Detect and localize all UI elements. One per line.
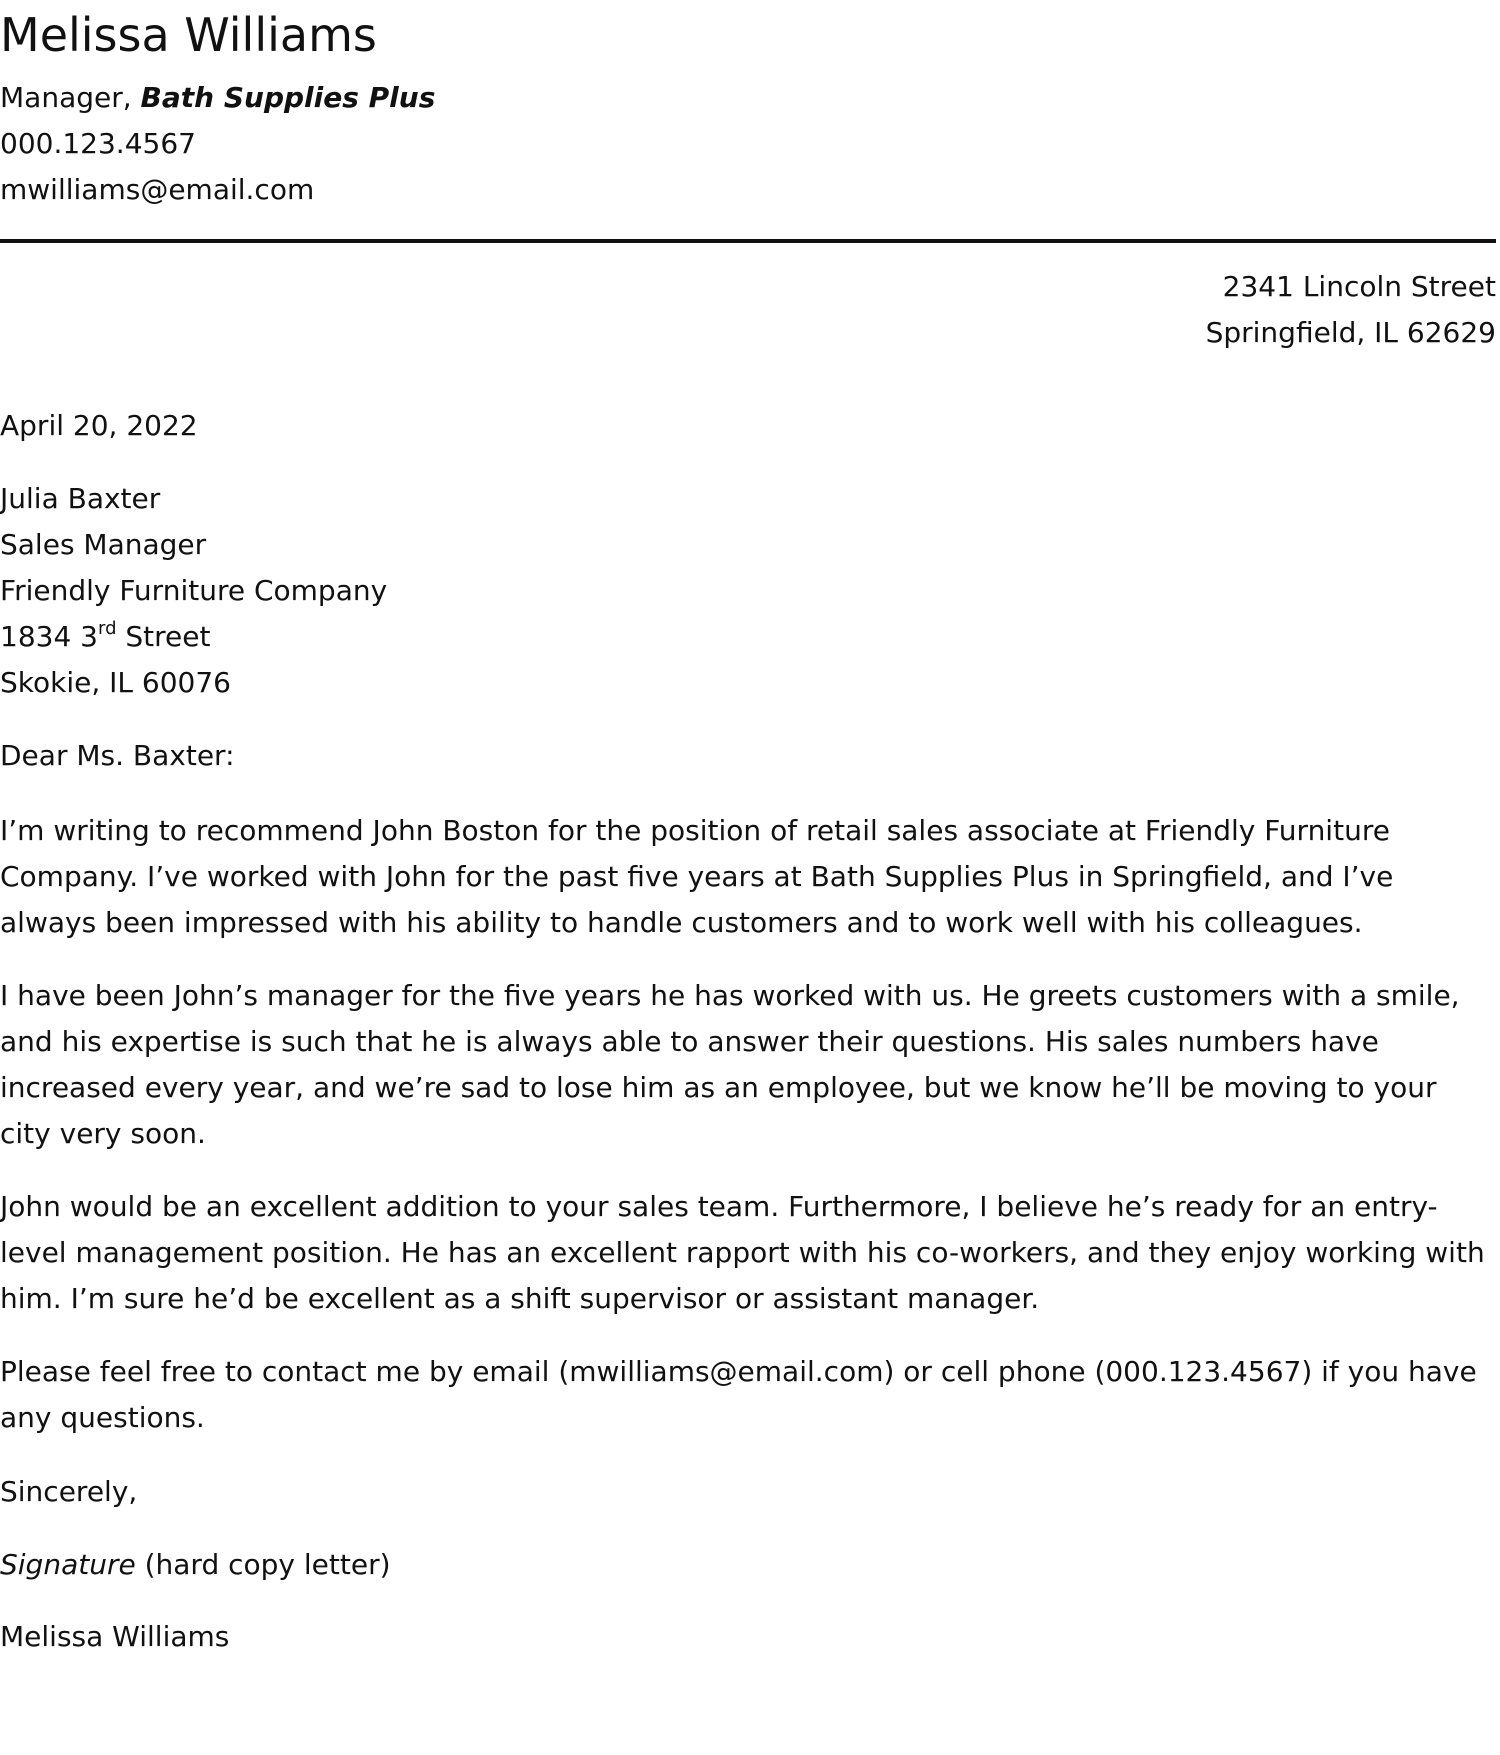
signature-label: Signature: [0, 1548, 136, 1581]
recipient-street-name: Street: [116, 620, 211, 653]
recipient-street-suffix: rd: [97, 617, 117, 639]
recipient-city-state-zip: Skokie, IL 60076: [0, 666, 231, 699]
sender-title-prefix: Manager,: [0, 81, 141, 114]
sender-street: 2341 Lincoln Street: [1222, 270, 1496, 303]
body-paragraph-4: Please feel free to contact me by email (mwilliams@email.com) or cell phone (000.123.4567) if you have any questions.: [0, 1355, 1477, 1434]
closing-name: Melissa Williams: [0, 1620, 230, 1653]
recipient-street-number: 1834 3: [0, 620, 98, 653]
body-paragraph-3: John would be an excellent addition to your sales team. Furthermore, I believe he’s ready for an entry-level management position. He has an excellent rapport with his co-workers, and they enjoy working with him. I’m sure he’d be excellent as a shift supervisor or assistant manager.: [0, 1190, 1485, 1315]
header-divider: [0, 239, 1496, 243]
letter-date: April 20, 2022: [0, 409, 198, 442]
recipient-title: Sales Manager: [0, 528, 207, 561]
sender-city-state-zip: Springfield, IL 62629: [1205, 316, 1496, 349]
sender-title: [0, 81, 435, 115]
recipient-street: [0, 617, 211, 654]
recipient-name: Julia Baxter: [0, 482, 161, 515]
sender-name: Melissa Williams: [0, 8, 377, 62]
body-paragraph-2: I have been John’s manager for the five years he has worked with us. He greets customers with a smile, and his expertise is such that he is always able to answer their questions. His sales numbers have increased every year, and we’re sad to lose him as an employee, but we know he’ll be moving to your city very soon.: [0, 979, 1460, 1150]
closing: Sincerely,: [0, 1475, 138, 1508]
signature-note: (hard copy letter): [135, 1548, 391, 1581]
signature-line: [0, 1548, 391, 1582]
recipient-company: Friendly Furniture Company: [0, 574, 388, 607]
salutation: Dear Ms. Baxter:: [0, 739, 235, 772]
sender-company: Bath Supplies Plus: [140, 81, 436, 114]
sender-email: mwilliams@email.com: [0, 173, 315, 206]
body-paragraph-1: I’m writing to recommend John Boston for the position of retail sales associate at Friendly Furniture Company. I’ve worked with John for the past five years at Bath Supplies Plus in Springfield, and I’ve always been impressed with his ability to handle customers and to work well with his colleagues.: [0, 814, 1394, 939]
sender-phone: 000.123.4567: [0, 127, 196, 160]
